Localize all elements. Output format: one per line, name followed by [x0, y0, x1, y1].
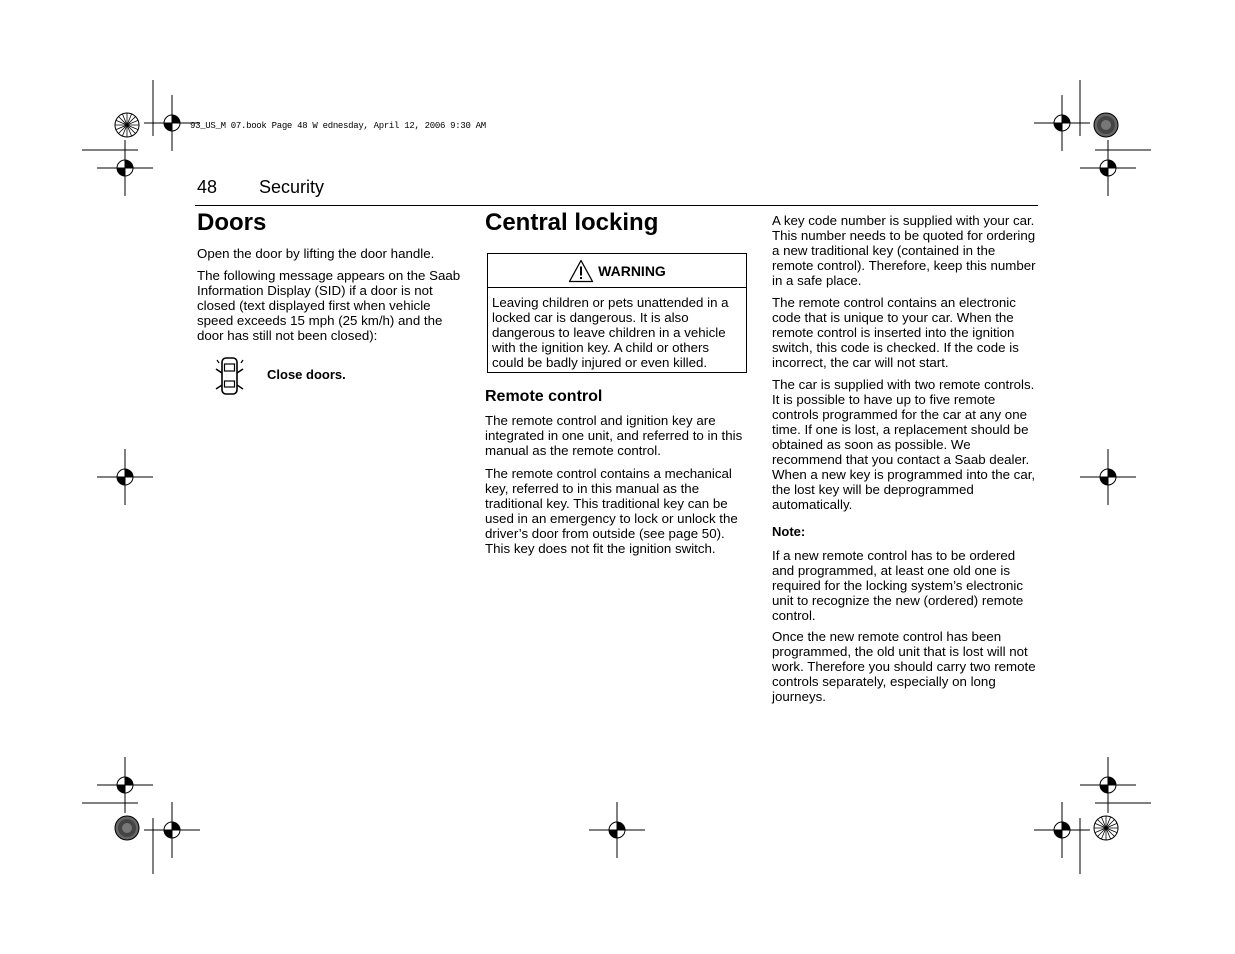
print-slug: 93_US_M 07.book Page 48 W ednesday, April 12, 2006 9:30 AM [190, 121, 486, 131]
note-label: Note: [772, 524, 806, 539]
electronic-code-para: The remote control contains an electronic code that is unique to your car. When the remote control is inserted into the ignition switch, this code is checked. If the code is incorrect, the car will not start. [772, 295, 1019, 370]
door-open-car-icon [212, 355, 248, 397]
remote-control-heading: Remote control [485, 388, 603, 405]
two-remotes-para: The car is supplied with two remote controls. It is possible to have up to five remote controls programmed for the car at any one time. If one is lost, a replacement should be obtained as soon as possible. We recommend that you contact a Saab dealer. When a new key is programmed into the car, the lost key will be deprogrammed automatically. [772, 377, 1036, 512]
remote-para-1: The remote control and ignition key are integrated in one unit, and referred to in this manual as the remote control. [485, 413, 743, 458]
remote-para-2: The remote control contains a mechanical key, referred to in this manual as the traditional key. This traditional key can be used in an emergency to lock or unlock the driver’s door from outside (see page 50). This key does not fit the ignition switch. [485, 466, 738, 556]
warning-title: WARNING [598, 262, 666, 279]
warning-triangle-icon [568, 259, 594, 283]
section-title: Security [259, 177, 325, 197]
central-locking-heading: Central locking [485, 209, 659, 236]
warning-text: Leaving children or pets unattended in a locked car is dangerous. It is also dangerous to leave children in a vehicle with the ignition key. A child or others could be badly injured or even killed. [492, 295, 729, 370]
doors-para-1: Open the door by lifting the door handle. [197, 246, 435, 261]
doors-para-2: The following message appears on the Saab Information Display (SID) if a door is not closed (text displayed first when vehicle speed exceeds 15 mph (25 km/h) and the door has still not been closed): [197, 268, 461, 343]
key-code-para: A key code number is supplied with your car. This number needs to be quoted for ordering a new traditional key (contained in the remote control). Therefore, keep this number in a safe place. [772, 213, 1036, 288]
doors-heading: Doors [197, 209, 267, 236]
close-doors-caption: Close doors. [267, 367, 346, 382]
warning-box [487, 253, 747, 373]
warning-header [488, 254, 746, 288]
note-para-2: Once the new remote control has been programmed, the old unit that is lost will not work. Therefore you should carry two remote controls separately, especially on long journeys. [772, 629, 1036, 704]
page-number: 48 [197, 177, 218, 197]
note-para-1: If a new remote control has to be ordered and programmed, at least one old one is required for the locking system’s electronic unit to recognize the new (ordered) remote control. [772, 548, 1024, 623]
header-rule [195, 205, 1038, 206]
